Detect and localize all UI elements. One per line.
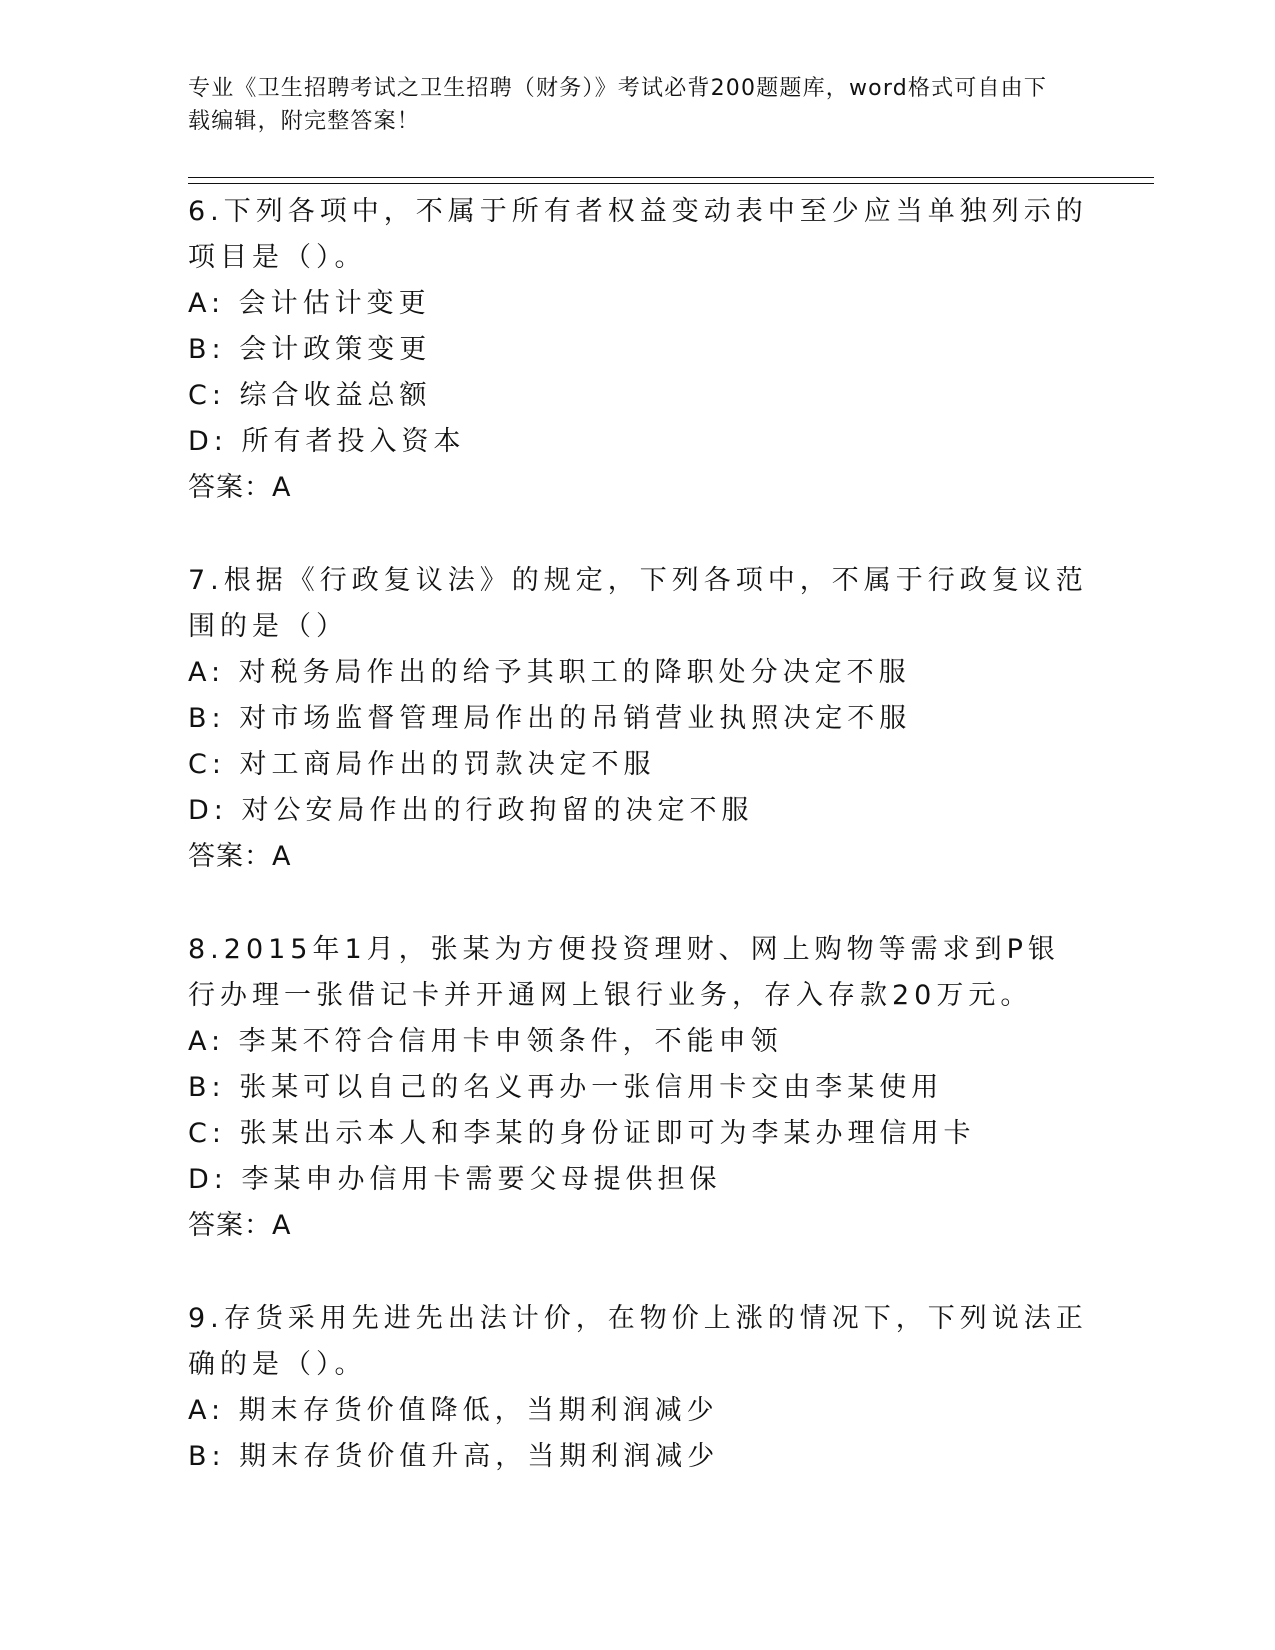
answer-label: 答案：A — [188, 472, 292, 503]
question-7 — [188, 558, 1088, 880]
question-stem: 7.根据《行政复议法》的规定，下列各项中，不属于行政复议范围的是（） — [188, 565, 1088, 642]
option-b: B: 对市场监督管理局作出的吊销营业执照决定不服 — [188, 703, 912, 734]
option-d: D: 李某申办信用卡需要父母提供担保 — [188, 1164, 722, 1195]
option-c: C: 综合收益总额 — [188, 380, 432, 411]
option-b: B: 期末存货价值升高，当期利润减少 — [188, 1441, 720, 1472]
question-stem: 8.2015年1月，张某为方便投资理财、网上购物等需求到P银行办理一张借记卡并开通网上银行业务，存入存款20万元。 — [188, 934, 1060, 1011]
option-a: A: 会计估计变更 — [188, 288, 431, 319]
question-6 — [188, 189, 1088, 511]
option-c: C: 对工商局作出的罚款决定不服 — [188, 749, 656, 780]
question-9 — [188, 1296, 1088, 1480]
header-divider-top — [188, 177, 1154, 178]
question-stem: 6.下列各项中，不属于所有者权益变动表中至少应当单独列示的项目是（）。 — [188, 196, 1088, 273]
document-header: 专业《卫生招聘考试之卫生招聘（财务）》考试必背200题题库，word格式可自由下载编辑，附完整答案！ — [188, 76, 1048, 134]
option-c: C: 张某出示本人和李某的身份证即可为李某办理信用卡 — [188, 1118, 976, 1149]
header-divider-bottom — [188, 183, 1154, 184]
answer-label: 答案：A — [188, 1210, 292, 1241]
option-a: A: 期末存货价值降低，当期利润减少 — [188, 1395, 719, 1426]
option-a: A: 对税务局作出的给予其职工的降职处分决定不服 — [188, 657, 911, 688]
question-8 — [188, 927, 1088, 1249]
question-stem: 9.存货采用先进先出法计价，在物价上涨的情况下，下列说法正确的是（）。 — [188, 1303, 1088, 1380]
option-a: A: 李某不符合信用卡申领条件，不能申领 — [188, 1026, 783, 1057]
option-d: D: 对公安局作出的行政拘留的决定不服 — [188, 795, 754, 826]
option-d: D: 所有者投入资本 — [188, 426, 466, 457]
answer-label: 答案：A — [188, 841, 292, 872]
option-b: B: 会计政策变更 — [188, 334, 432, 365]
option-b: B: 张某可以自己的名义再办一张信用卡交由李某使用 — [188, 1072, 944, 1103]
question-list — [188, 189, 1088, 1527]
